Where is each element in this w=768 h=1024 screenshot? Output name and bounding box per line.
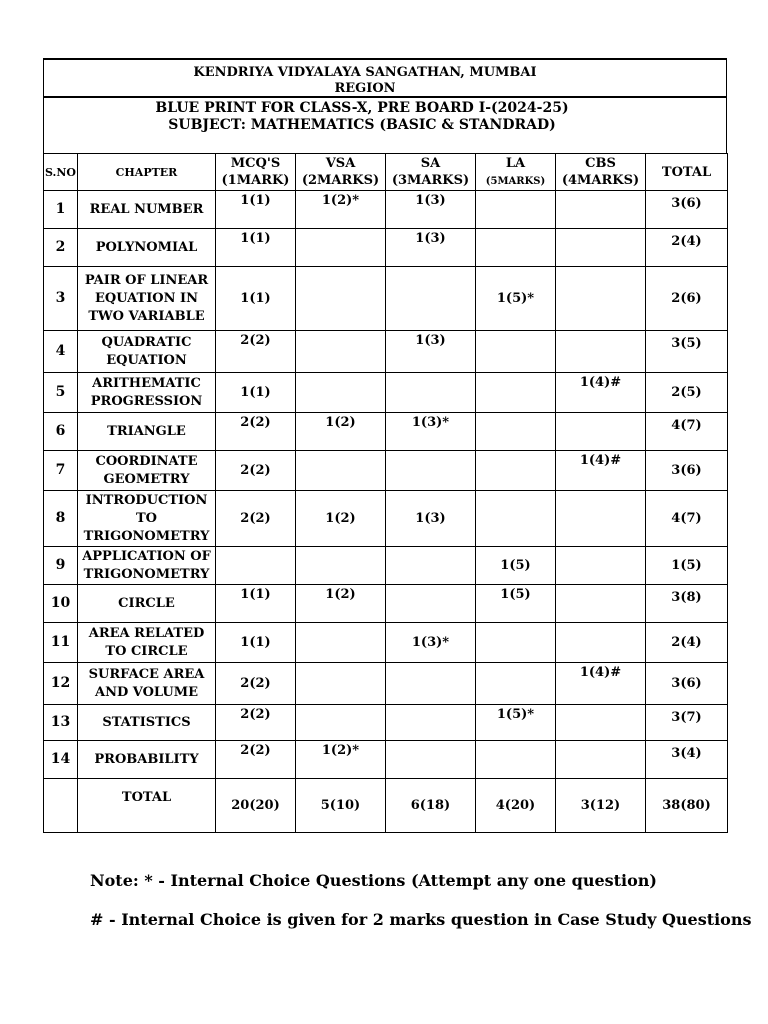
- row-sno: 6: [44, 413, 78, 451]
- organisation-header: [43, 58, 727, 97]
- row-chapter: QUADRATIC EQUATION: [78, 331, 216, 373]
- row-total: 3(6): [646, 663, 728, 705]
- table-row: [44, 547, 728, 585]
- row-cbs: [556, 623, 646, 663]
- row-sno: 3: [44, 267, 78, 331]
- row-chapter: APPLICATION OF TRIGONOMETRY: [78, 547, 216, 585]
- row-vsa: [296, 373, 386, 413]
- row-la: 1(5)*: [476, 705, 556, 741]
- row-vsa: [296, 547, 386, 585]
- table-row: [44, 451, 728, 491]
- document-subject: SUBJECT: MATHEMATICS (BASIC & STANDRAD): [168, 117, 556, 133]
- row-chapter: SURFACE AREA AND VOLUME: [78, 663, 216, 705]
- row-mcq: 1(1): [216, 267, 296, 331]
- row-vsa: [296, 623, 386, 663]
- row-chapter: CIRCLE: [78, 585, 216, 623]
- table-row: [44, 741, 728, 779]
- row-vsa: 1(2): [296, 413, 386, 451]
- row-total: 3(5): [646, 331, 728, 373]
- row-sno: 13: [44, 705, 78, 741]
- row-sa: [386, 451, 476, 491]
- row-chapter: REAL NUMBER: [78, 191, 216, 229]
- row-chapter: ARITHEMATIC PROGRESSION: [78, 373, 216, 413]
- row-sno: 7: [44, 451, 78, 491]
- row-cbs: 1(4)#: [556, 373, 646, 413]
- row-total: 4(7): [646, 413, 728, 451]
- row-chapter: INTRODUCTION TO TRIGONOMETRY: [78, 491, 216, 547]
- col-mcq-title: MCQ'S: [230, 156, 281, 171]
- row-chapter: COORDINATE GEOMETRY: [78, 451, 216, 491]
- col-sno-header: S.NO: [44, 154, 78, 191]
- col-vsa-title: VSA: [325, 156, 356, 171]
- row-vsa: [296, 229, 386, 267]
- col-la-marks: (5MARKS): [485, 175, 546, 187]
- table-row: [44, 705, 728, 741]
- row-vsa: 1(2): [296, 585, 386, 623]
- row-cbs: [556, 331, 646, 373]
- row-total: 1(5): [646, 547, 728, 585]
- row-vsa: [296, 451, 386, 491]
- row-total: 3(4): [646, 741, 728, 779]
- totals-grand-total: 38(80): [646, 779, 728, 833]
- totals-cbs: 3(12): [556, 779, 646, 833]
- row-sno: 1: [44, 191, 78, 229]
- col-mcq-header: [216, 154, 296, 191]
- row-sno: 14: [44, 741, 78, 779]
- row-cbs: [556, 191, 646, 229]
- row-sa: [386, 267, 476, 331]
- blueprint-sheet: [43, 58, 727, 833]
- row-sa: 1(3)*: [386, 413, 476, 451]
- note-case-study: # - Internal Choice is given for 2 marks question in Case Study Questions: [90, 910, 752, 929]
- row-sno: 9: [44, 547, 78, 585]
- row-cbs: [556, 267, 646, 331]
- row-cbs: [556, 229, 646, 267]
- row-vsa: [296, 267, 386, 331]
- document-title-block: [43, 97, 727, 153]
- row-la: [476, 229, 556, 267]
- row-la: [476, 663, 556, 705]
- row-sa: 1(3)*: [386, 623, 476, 663]
- row-sno: 10: [44, 585, 78, 623]
- row-la: [476, 623, 556, 663]
- table-row: [44, 229, 728, 267]
- table-row: [44, 413, 728, 451]
- row-vsa: 1(2): [296, 491, 386, 547]
- row-cbs: [556, 585, 646, 623]
- row-chapter: POLYNOMIAL: [78, 229, 216, 267]
- totals-sno-cell: [44, 779, 78, 833]
- row-mcq: 2(2): [216, 451, 296, 491]
- col-vsa-header: [296, 154, 386, 191]
- row-cbs: [556, 547, 646, 585]
- table-row: [44, 491, 728, 547]
- row-vsa: [296, 705, 386, 741]
- row-cbs: [556, 413, 646, 451]
- col-sa-header: [386, 154, 476, 191]
- row-vsa: [296, 663, 386, 705]
- row-total: 2(6): [646, 267, 728, 331]
- totals-la: 4(20): [476, 779, 556, 833]
- row-total: 3(6): [646, 451, 728, 491]
- row-la: 1(5)*: [476, 267, 556, 331]
- row-total: 4(7): [646, 491, 728, 547]
- row-mcq: 1(1): [216, 373, 296, 413]
- row-sa: 1(3): [386, 229, 476, 267]
- row-cbs: 1(4)#: [556, 451, 646, 491]
- totals-mcq: 20(20): [216, 779, 296, 833]
- col-mcq-marks: (1MARK): [221, 173, 290, 188]
- row-chapter: PAIR OF LINEAR EQUATION IN TWO VARIABLE: [78, 267, 216, 331]
- row-sno: 5: [44, 373, 78, 413]
- row-mcq: 1(1): [216, 191, 296, 229]
- row-chapter: PROBABILITY: [78, 741, 216, 779]
- row-cbs: [556, 705, 646, 741]
- row-total: 2(4): [646, 623, 728, 663]
- row-sa: 1(3): [386, 491, 476, 547]
- table-body: [44, 191, 728, 779]
- col-la-header: [476, 154, 556, 191]
- row-mcq: 2(2): [216, 741, 296, 779]
- row-sa: [386, 547, 476, 585]
- column-header-row: [44, 154, 728, 191]
- row-la: [476, 373, 556, 413]
- row-la: 1(5): [476, 585, 556, 623]
- col-chapter-header: CHAPTER: [78, 154, 216, 191]
- row-sno: 8: [44, 491, 78, 547]
- row-mcq: [216, 547, 296, 585]
- col-vsa-marks: (2MARKS): [301, 173, 380, 188]
- col-sa-marks: (3MARKS): [391, 173, 470, 188]
- blueprint-table: [43, 153, 728, 833]
- row-la: [476, 451, 556, 491]
- table-row: [44, 331, 728, 373]
- totals-vsa: 5(10): [296, 779, 386, 833]
- row-total: 3(7): [646, 705, 728, 741]
- row-total: 3(6): [646, 191, 728, 229]
- col-cbs-header: [556, 154, 646, 191]
- row-mcq: 1(1): [216, 229, 296, 267]
- row-la: [476, 331, 556, 373]
- row-cbs: 1(4)#: [556, 663, 646, 705]
- organisation-name: KENDRIYA VIDYALAYA SANGATHAN, MUMBAI: [193, 65, 537, 80]
- row-sno: 4: [44, 331, 78, 373]
- row-mcq: 2(2): [216, 663, 296, 705]
- col-sa-title: SA: [420, 156, 441, 171]
- row-mcq: 2(2): [216, 491, 296, 547]
- row-sa: [386, 741, 476, 779]
- row-sno: 2: [44, 229, 78, 267]
- totals-row: [44, 779, 728, 833]
- row-sa: 1(3): [386, 191, 476, 229]
- row-sa: [386, 585, 476, 623]
- note-internal-choice: Note: * - Internal Choice Questions (Attempt any one question): [90, 871, 657, 890]
- row-total: 2(4): [646, 229, 728, 267]
- row-sno: 12: [44, 663, 78, 705]
- row-la: [476, 491, 556, 547]
- row-mcq: 2(2): [216, 331, 296, 373]
- row-chapter: STATISTICS: [78, 705, 216, 741]
- row-sa: [386, 373, 476, 413]
- row-vsa: [296, 331, 386, 373]
- table-row: [44, 585, 728, 623]
- row-mcq: 2(2): [216, 413, 296, 451]
- row-la: [476, 741, 556, 779]
- row-la: [476, 413, 556, 451]
- row-sa: [386, 663, 476, 705]
- row-chapter: AREA RELATED TO CIRCLE: [78, 623, 216, 663]
- row-chapter: TRIANGLE: [78, 413, 216, 451]
- row-sa: [386, 705, 476, 741]
- totals-sa: 6(18): [386, 779, 476, 833]
- col-la-title: LA: [505, 155, 526, 171]
- table-row: [44, 373, 728, 413]
- totals-label: TOTAL: [78, 779, 216, 833]
- organisation-region: REGION: [334, 81, 396, 96]
- row-mcq: 1(1): [216, 585, 296, 623]
- row-vsa: 1(2)*: [296, 741, 386, 779]
- table-row: [44, 267, 728, 331]
- row-mcq: 1(1): [216, 623, 296, 663]
- col-total-header: TOTAL: [646, 154, 728, 191]
- table-row: [44, 623, 728, 663]
- col-cbs-marks: (4MARKS): [561, 173, 640, 188]
- col-cbs-title: CBS: [585, 156, 616, 171]
- table-row: [44, 191, 728, 229]
- row-vsa: 1(2)*: [296, 191, 386, 229]
- document-title: BLUE PRINT FOR CLASS-X, PRE BOARD I-(2024-25): [155, 100, 569, 116]
- row-la: [476, 191, 556, 229]
- row-cbs: [556, 491, 646, 547]
- row-total: 2(5): [646, 373, 728, 413]
- row-mcq: 2(2): [216, 705, 296, 741]
- row-sa: 1(3): [386, 331, 476, 373]
- table-row: [44, 663, 728, 705]
- row-total: 3(8): [646, 585, 728, 623]
- row-sno: 11: [44, 623, 78, 663]
- row-cbs: [556, 741, 646, 779]
- row-la: 1(5): [476, 547, 556, 585]
